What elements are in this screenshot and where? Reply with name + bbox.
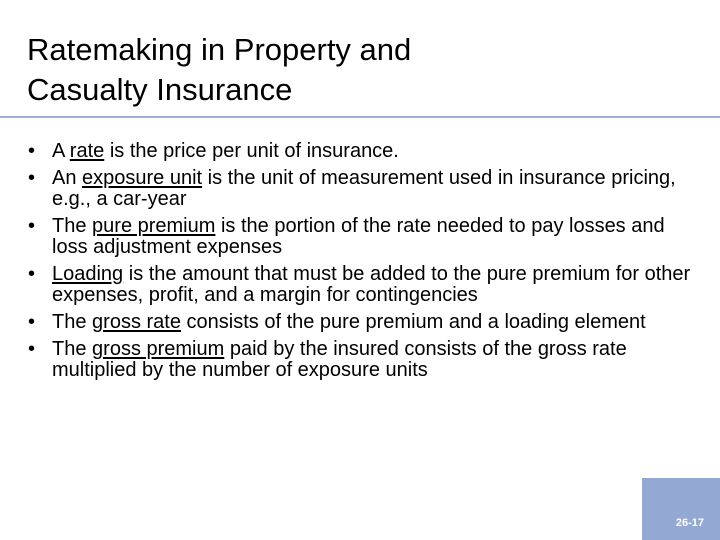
- title-divider: [0, 116, 720, 118]
- term-rate: rate: [69, 140, 105, 162]
- bullet-text-before: An: [52, 167, 83, 189]
- term-gross-premium: gross premium: [92, 338, 225, 360]
- bullet-item-rate: [28, 141, 700, 162]
- bullet-text-after: is the price per unit of insurance.: [104, 140, 399, 162]
- bullet-text-after: paid by the insured consists of the gross rate multiplied by the number of exposure units: [52, 338, 627, 381]
- slide-title: [27, 30, 687, 110]
- bullet-item-gross-premium: [28, 339, 700, 381]
- term-exposure-unit: exposure unit: [82, 167, 203, 189]
- page-number-tab: [642, 478, 720, 540]
- bullet-text-after: is the unit of measurement used in insurance pricing, e.g., a car-year: [52, 167, 676, 210]
- bullet-item-loading: [28, 264, 700, 306]
- bullet-item-gross-rate: [28, 312, 700, 333]
- bullet-item-exposure-unit: [28, 168, 700, 210]
- page-number: 26-17: [675, 517, 704, 529]
- bullet-marker: •: [28, 263, 36, 285]
- bullet-marker: •: [28, 167, 36, 189]
- bullet-text-before: The: [52, 215, 93, 237]
- slide-title-line-1: Ratemaking in Property and: [27, 32, 412, 67]
- term-gross-rate: gross rate: [92, 311, 181, 333]
- bullet-text-before: A: [52, 140, 70, 162]
- bullet-list: [28, 141, 700, 387]
- bullet-marker: •: [28, 140, 36, 162]
- bullet-text-before: The: [52, 311, 93, 333]
- bullet-marker: •: [28, 215, 36, 237]
- bullet-text-after: is the portion of the rate needed to pay losses and loss adjustment expenses: [52, 215, 665, 258]
- bullet-item-pure-premium: [28, 216, 700, 258]
- bullet-text-after: is the amount that must be added to the pure premium for other expenses, profit, and a margin for contingencies: [52, 263, 691, 306]
- bullet-text-before: The: [52, 338, 93, 360]
- slide-title-line-2: Casualty Insurance: [27, 72, 293, 107]
- bullet-marker: •: [28, 338, 36, 360]
- bullet-text-after: consists of the pure premium and a loading element: [180, 311, 646, 333]
- bullet-marker: •: [28, 311, 36, 333]
- term-pure-premium: pure premium: [92, 215, 216, 237]
- term-loading: Loading: [52, 263, 124, 285]
